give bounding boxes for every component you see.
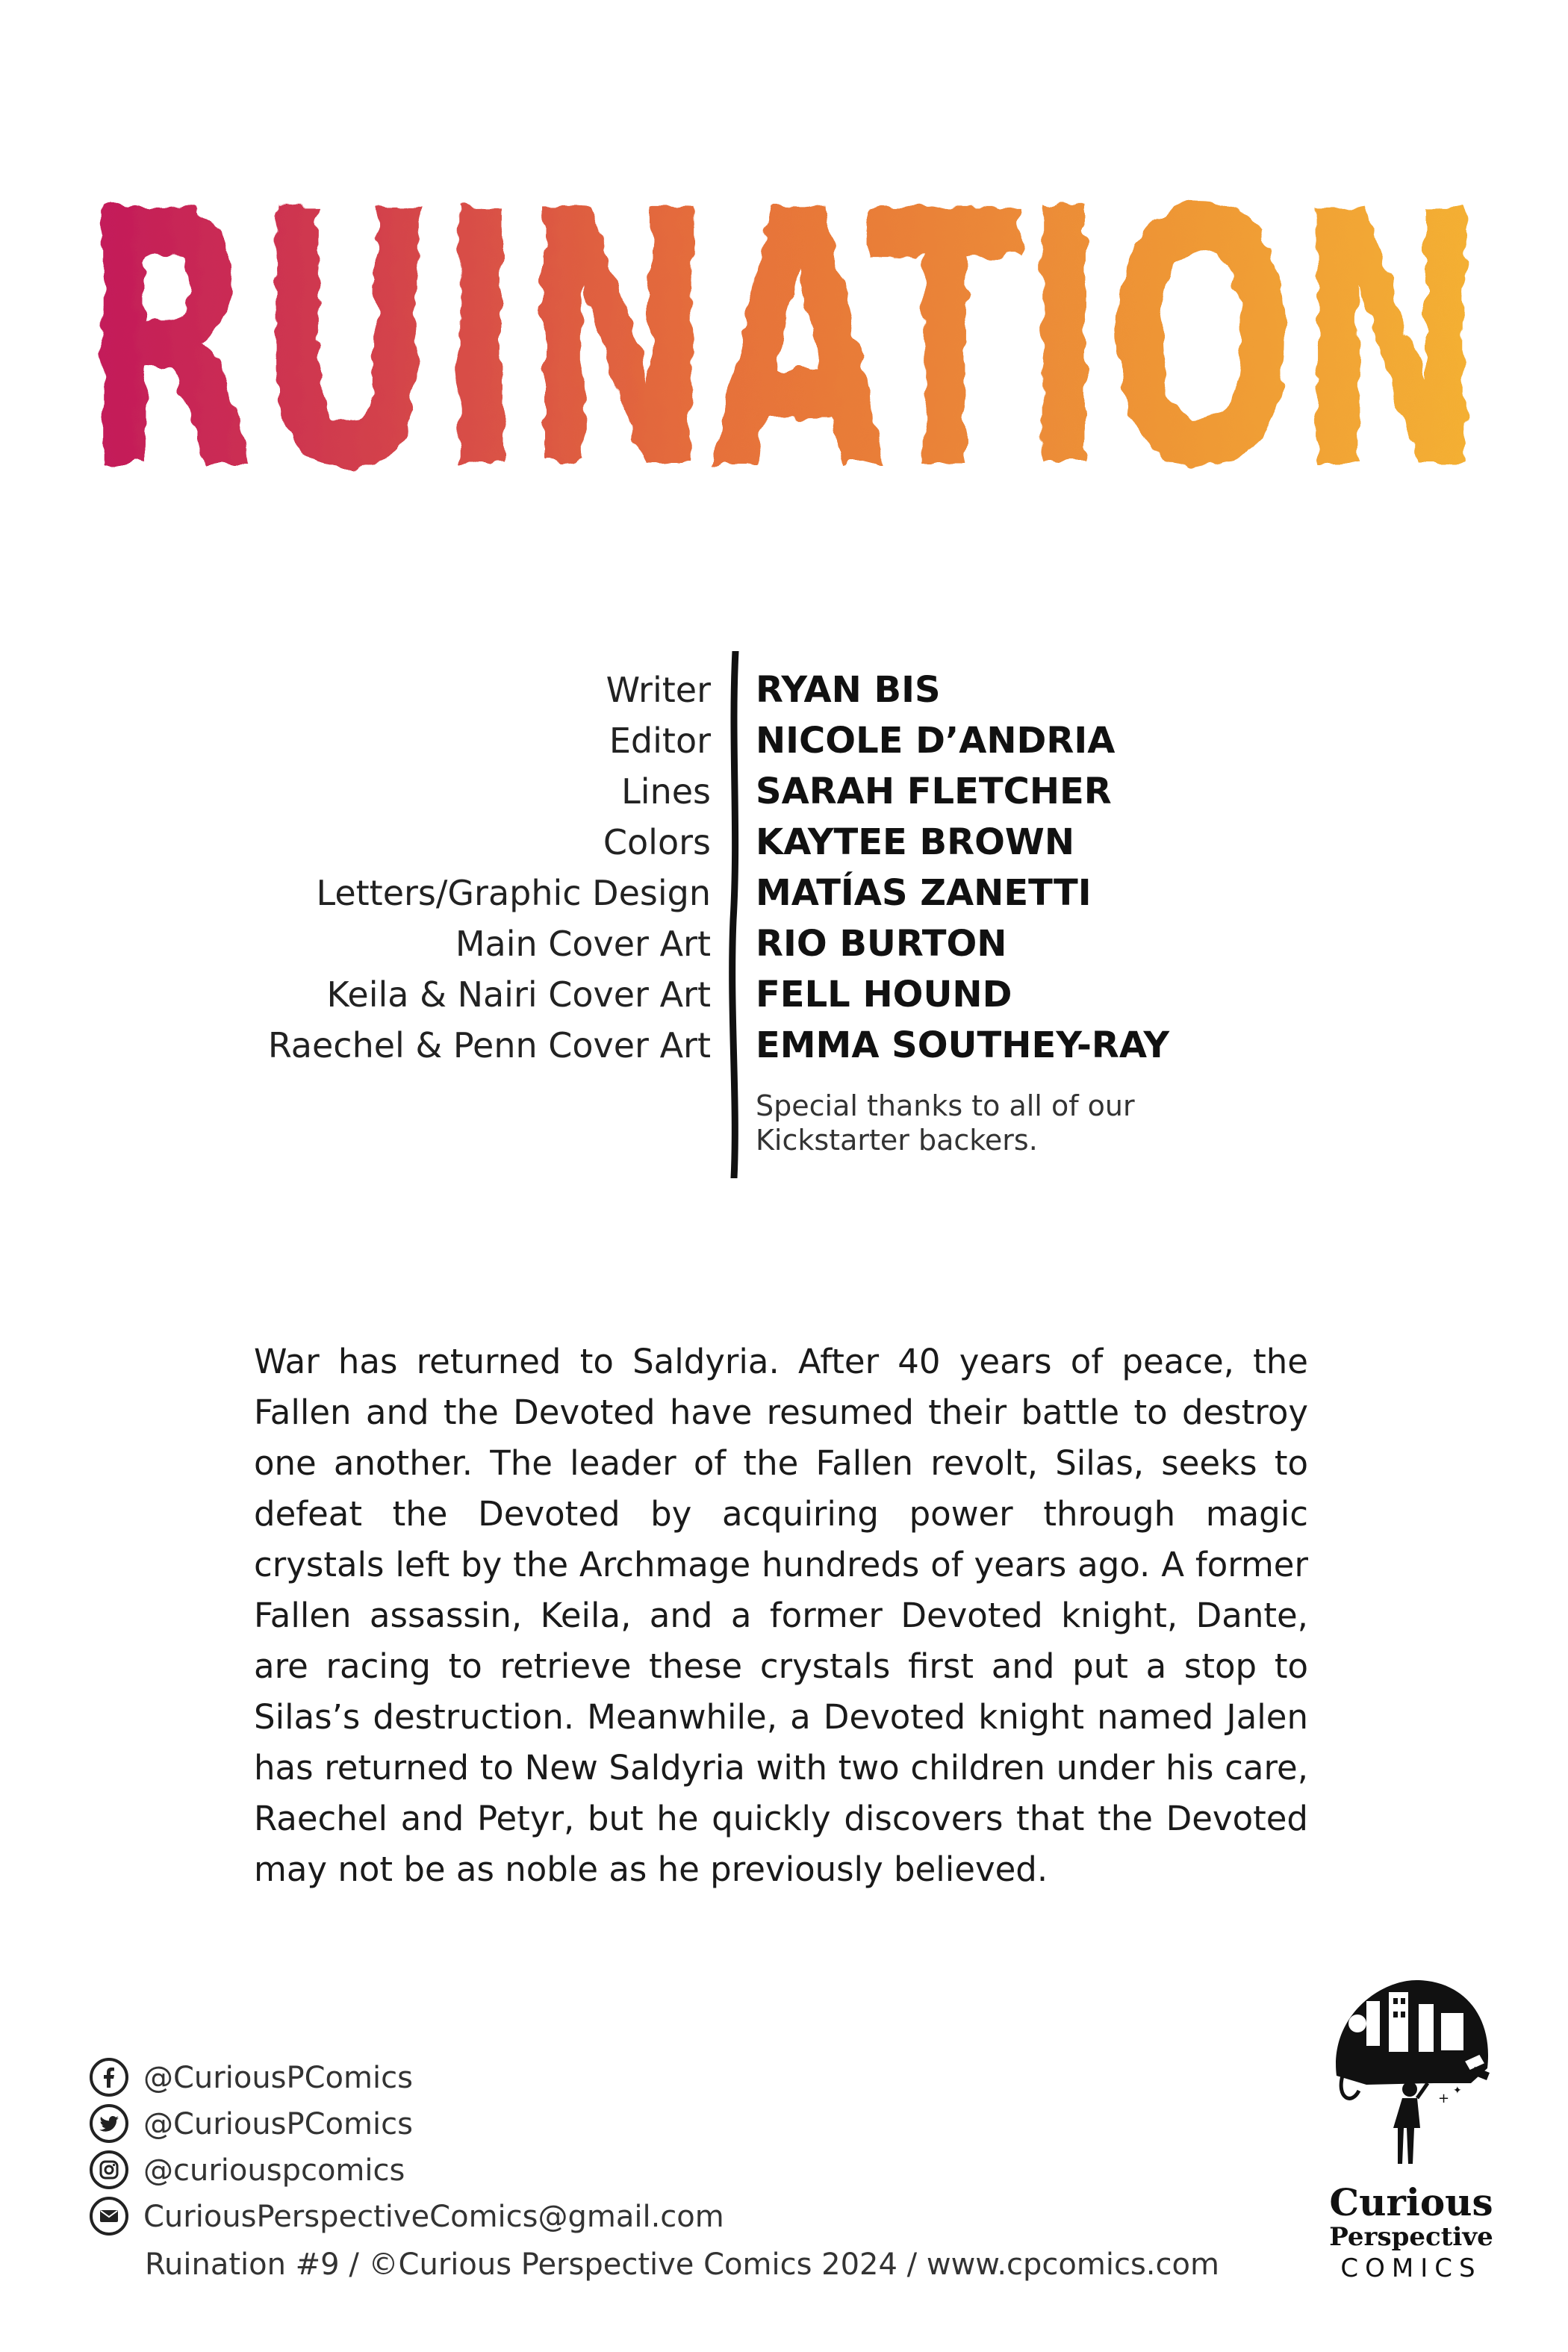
credit-role: Keila & Nairi Cover Art: [326, 974, 711, 1015]
special-thanks: Special thanks to all of our Kickstarter backers.: [756, 1089, 1135, 1157]
credit-row: [0, 969, 1568, 1020]
publisher-name-curious: Curious: [1329, 2180, 1493, 2224]
copyright-footer: Ruination #9 / ©Curious Perspective Comics 2024 / www.cpcomics.com: [145, 2247, 1219, 2282]
credit-role: Raechel & Penn Cover Art: [267, 1025, 711, 1065]
publisher-name-comics: COMICS: [1340, 2253, 1482, 2283]
credits-divider: [726, 651, 744, 1178]
credit-role: Editor: [609, 721, 711, 761]
credit-row: [0, 766, 1568, 817]
facebook-handle: @CuriousPComics: [143, 2061, 413, 2095]
credit-name: FELL HOUND: [756, 974, 1012, 1015]
synopsis-paragraph: War has returned to Saldyria. After 40 years of peace, the Fallen and the Devoted have resumed their battle to destroy one another. The leader of the Fallen revolt, Silas, seeks to defeat the Devoted by acquiring power through magic crystals left by the Archmage hundreds of years ago. A former Fallen assassin, Keila, and a former Devoted knight, Dante, are racing to retrieve these crystals first and put a stop to Silas’s destruction. Meanwhile, a Devoted knight named Jalen has returned to New Saldyria with two children under his care, Raechel and Petyr, but he quickly discovers that the Devoted may not be as noble as he previously believed.: [254, 1342, 1308, 1889]
publisher-logo: [1314, 1971, 1508, 2292]
credit-row: [0, 715, 1568, 766]
credit-name: MATÍAS ZANETTI: [756, 872, 1092, 914]
credit-name: RYAN BIS: [756, 669, 941, 711]
publisher-name-perspective: Perspective: [1329, 2222, 1493, 2252]
credit-role: Lines: [621, 771, 711, 812]
email-address: CuriousPerspectiveComics@gmail.com: [143, 2200, 724, 2234]
credit-row: [0, 817, 1568, 868]
credit-row: [0, 918, 1568, 969]
credit-role: Writer: [606, 670, 711, 710]
twitter-handle: @CuriousPComics: [143, 2107, 413, 2141]
publisher-logo-art: [1322, 1971, 1501, 2173]
credit-row: [0, 665, 1568, 715]
credit-row: [0, 1020, 1568, 1071]
title-text: RUINATION: [82, 137, 1486, 523]
instagram-handle: @curiouspcomics: [143, 2153, 405, 2188]
credit-name: RIO BURTON: [756, 923, 1007, 965]
credit-role: Main Cover Art: [455, 924, 711, 964]
credit-name: SARAH FLETCHER: [756, 771, 1112, 812]
facebook-icon: [90, 2058, 128, 2097]
instagram-icon: [90, 2150, 128, 2189]
credit-role: Colors: [603, 822, 711, 862]
credit-role: Letters/Graphic Design: [316, 873, 711, 913]
title-logo: [0, 0, 1568, 523]
svg-text:+: +: [1438, 2091, 1450, 2106]
credit-row: [0, 868, 1568, 918]
credit-name: KAYTEE BROWN: [756, 821, 1075, 863]
twitter-icon: [90, 2104, 128, 2143]
svg-text:✦: ✦: [1453, 2085, 1462, 2097]
credit-name: NICOLE D’ANDRIA: [756, 720, 1116, 762]
credit-name: EMMA SOUTHEY-RAY: [756, 1024, 1170, 1066]
email-icon: [90, 2197, 128, 2236]
